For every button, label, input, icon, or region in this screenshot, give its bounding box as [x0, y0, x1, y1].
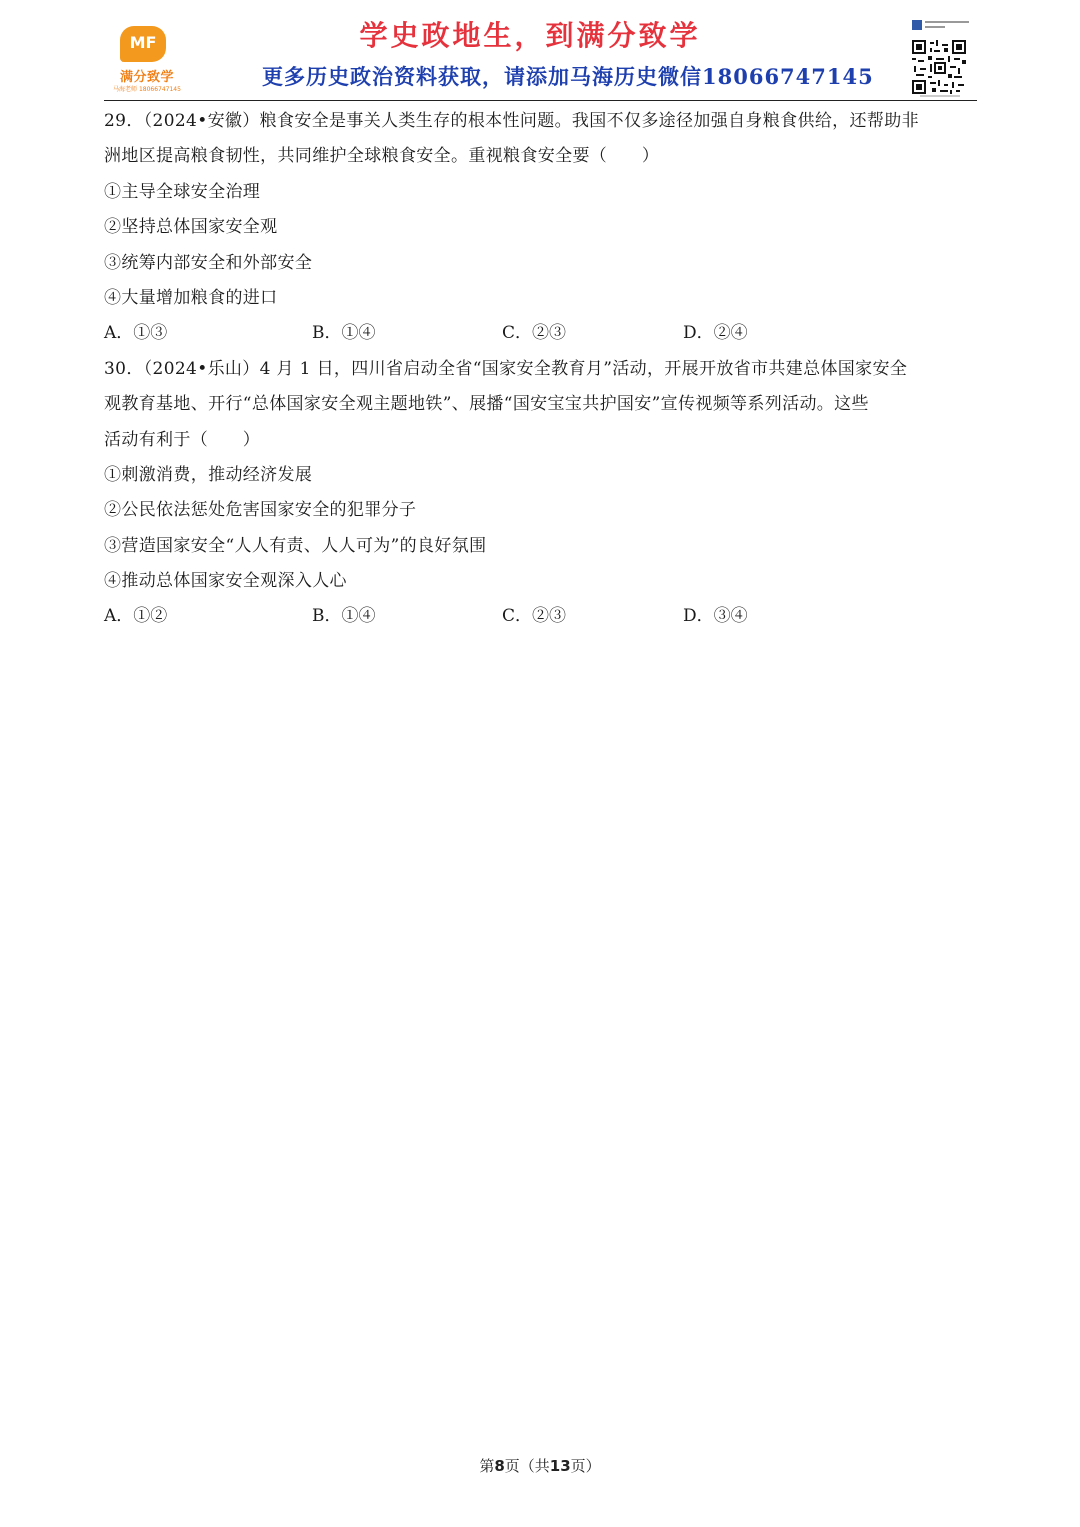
option-b: B．①④: [312, 323, 376, 344]
question-stem-line: 洲地区提高粮食韧性，共同维护全球粮食安全。重视粮食安全要（ ）: [104, 146, 660, 167]
statement-item: ③统筹内部安全和外部安全: [104, 252, 313, 273]
option-b: B．①④: [312, 606, 376, 627]
qr-label: [912, 20, 972, 34]
statement-item: ③营造国家安全“人人有责、人人可为”的良好氛围: [104, 535, 487, 556]
answer-options: [104, 599, 980, 634]
question-stem-line: 活动有利于（ ）: [104, 429, 261, 450]
footer-suffix: 页）: [570, 1457, 601, 1475]
page-header: [0, 0, 1080, 104]
statement-item: ④大量增加粮食的进口: [104, 287, 278, 308]
page-content: [104, 104, 980, 635]
footer-prefix: 第: [479, 1457, 495, 1475]
logo-name: 满分致学: [119, 70, 174, 85]
option-d: D．②④: [683, 323, 748, 344]
question-stem-line: 30．（2024•乐山）4 月 1 日，四川省启动全省“国家安全教育月”活动，开展开放省市共建总体国家安全: [104, 358, 908, 379]
header-contact: 更多历史政治资料获取，请添加马海历史微信18066747145: [262, 64, 874, 89]
statement-item: ①主导全球安全治理: [104, 181, 261, 202]
option-a: A．①②: [104, 606, 168, 627]
page-number: 8: [494, 1457, 505, 1475]
option-c: C．②③: [502, 606, 567, 627]
option-c: C．②③: [502, 323, 567, 344]
question-29: [104, 104, 980, 352]
qr-code-icon: [912, 40, 966, 94]
page-total: 13: [549, 1457, 571, 1475]
statement-item: ④推动总体国家安全观深入人心: [104, 571, 347, 592]
option-d: D．③④: [683, 606, 748, 627]
header-slogan: 学史政地生，到满分致学: [359, 19, 701, 52]
brand-logo: [112, 24, 182, 96]
option-a: A．①③: [104, 323, 168, 344]
question-stem-line: 观教育基地、开行“总体国家安全观主题地铁”、展播“国安宝宝共护国安”宣传视频等系列活动。这些: [104, 394, 869, 415]
page-footer: [0, 1455, 1080, 1476]
question-30: [104, 352, 980, 635]
statement-item: ②坚持总体国家安全观: [104, 217, 278, 238]
footer-middle: 页（共: [504, 1457, 550, 1475]
header-divider: [104, 100, 977, 101]
logo-mark: MF: [129, 33, 157, 52]
avatar: [912, 20, 922, 30]
answer-options: [104, 316, 980, 351]
statement-item: ①刺激消费，推动经济发展: [104, 464, 313, 485]
statement-item: ②公民依法惩处危害国家安全的犯罪分子: [104, 500, 417, 521]
question-stem-line: 29．（2024•安徽）粮食安全是事关人类生存的根本性问题。我国不仅多途径加强自身粮食供给，还帮助非: [104, 111, 919, 131]
logo-subtitle: 马海老师 18066747145: [113, 86, 181, 93]
